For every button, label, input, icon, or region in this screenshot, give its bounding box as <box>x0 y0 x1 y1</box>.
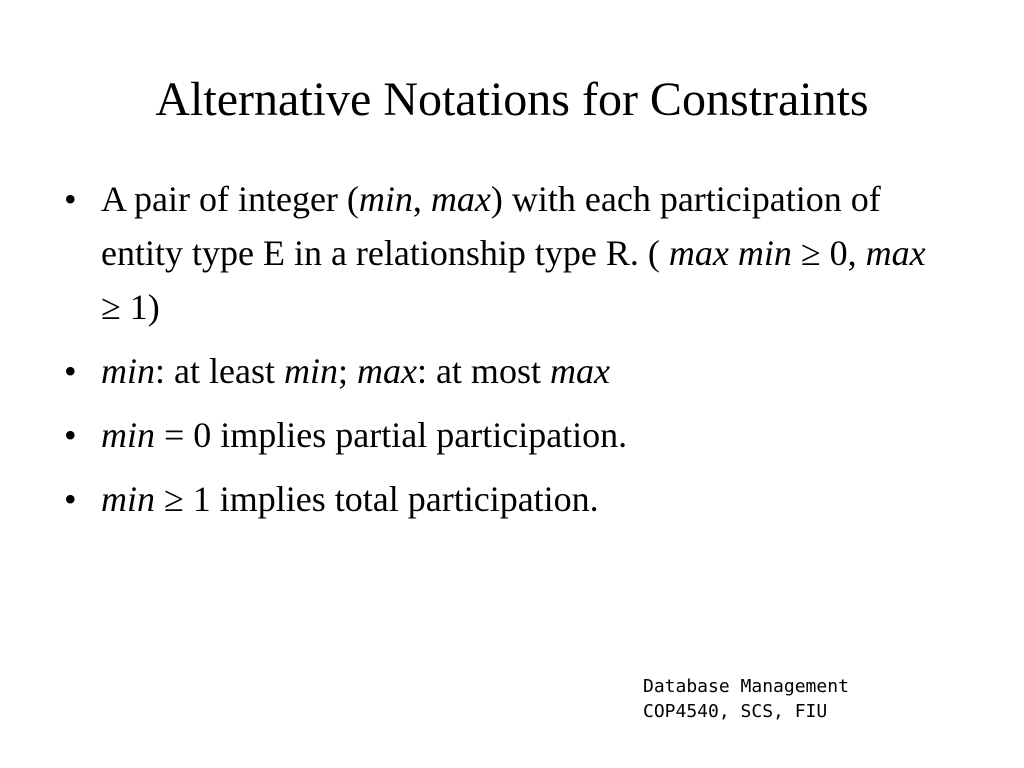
text-run: = 0 implies partial participation. <box>155 415 628 455</box>
bullet-item <box>60 172 960 334</box>
italic-term: max <box>865 233 926 273</box>
text-run: ≥ 1 implies total participation. <box>155 479 599 519</box>
italic-term: max <box>356 351 417 391</box>
italic-term: max <box>430 179 491 219</box>
slide-title: Alternative Notations for Constraints <box>155 73 869 126</box>
italic-term: min <box>101 351 155 391</box>
bullet-marker: • <box>64 479 77 519</box>
text-run: : at most <box>416 351 550 391</box>
text-run: ≥ 0, <box>791 233 866 273</box>
footer-course-code: COP4540, SCS, FIU <box>643 701 828 722</box>
text-run: ) with each participation of entity type E in a relationship type R. ( <box>101 179 881 273</box>
bullet-text <box>101 408 960 462</box>
bullet-list <box>60 172 960 536</box>
slide-footer <box>643 674 849 724</box>
bullet-text <box>101 472 960 526</box>
footer-course-name: Database Management <box>643 676 849 697</box>
text-run: : at least <box>155 351 284 391</box>
bullet-marker: • <box>64 179 77 219</box>
bullet-item <box>60 408 960 462</box>
text-run: ≥ 1) <box>101 287 160 327</box>
bullet-marker: • <box>64 351 77 391</box>
italic-term: min <box>358 179 413 219</box>
bullet-item <box>60 472 960 526</box>
text-run <box>729 233 738 273</box>
bullet-marker: • <box>64 415 77 455</box>
italic-term: min <box>101 479 155 519</box>
text-run: , <box>412 179 431 219</box>
text-run: A pair of integer ( <box>101 179 359 219</box>
italic-term: max <box>549 351 610 391</box>
text-run: ; <box>337 351 357 391</box>
italic-term: min <box>101 415 155 455</box>
bullet-item <box>60 344 960 398</box>
bullet-text <box>101 344 960 398</box>
italic-term: min <box>283 351 338 391</box>
italic-term: min <box>737 233 792 273</box>
bullet-text <box>101 172 941 334</box>
italic-term: max <box>668 233 729 273</box>
